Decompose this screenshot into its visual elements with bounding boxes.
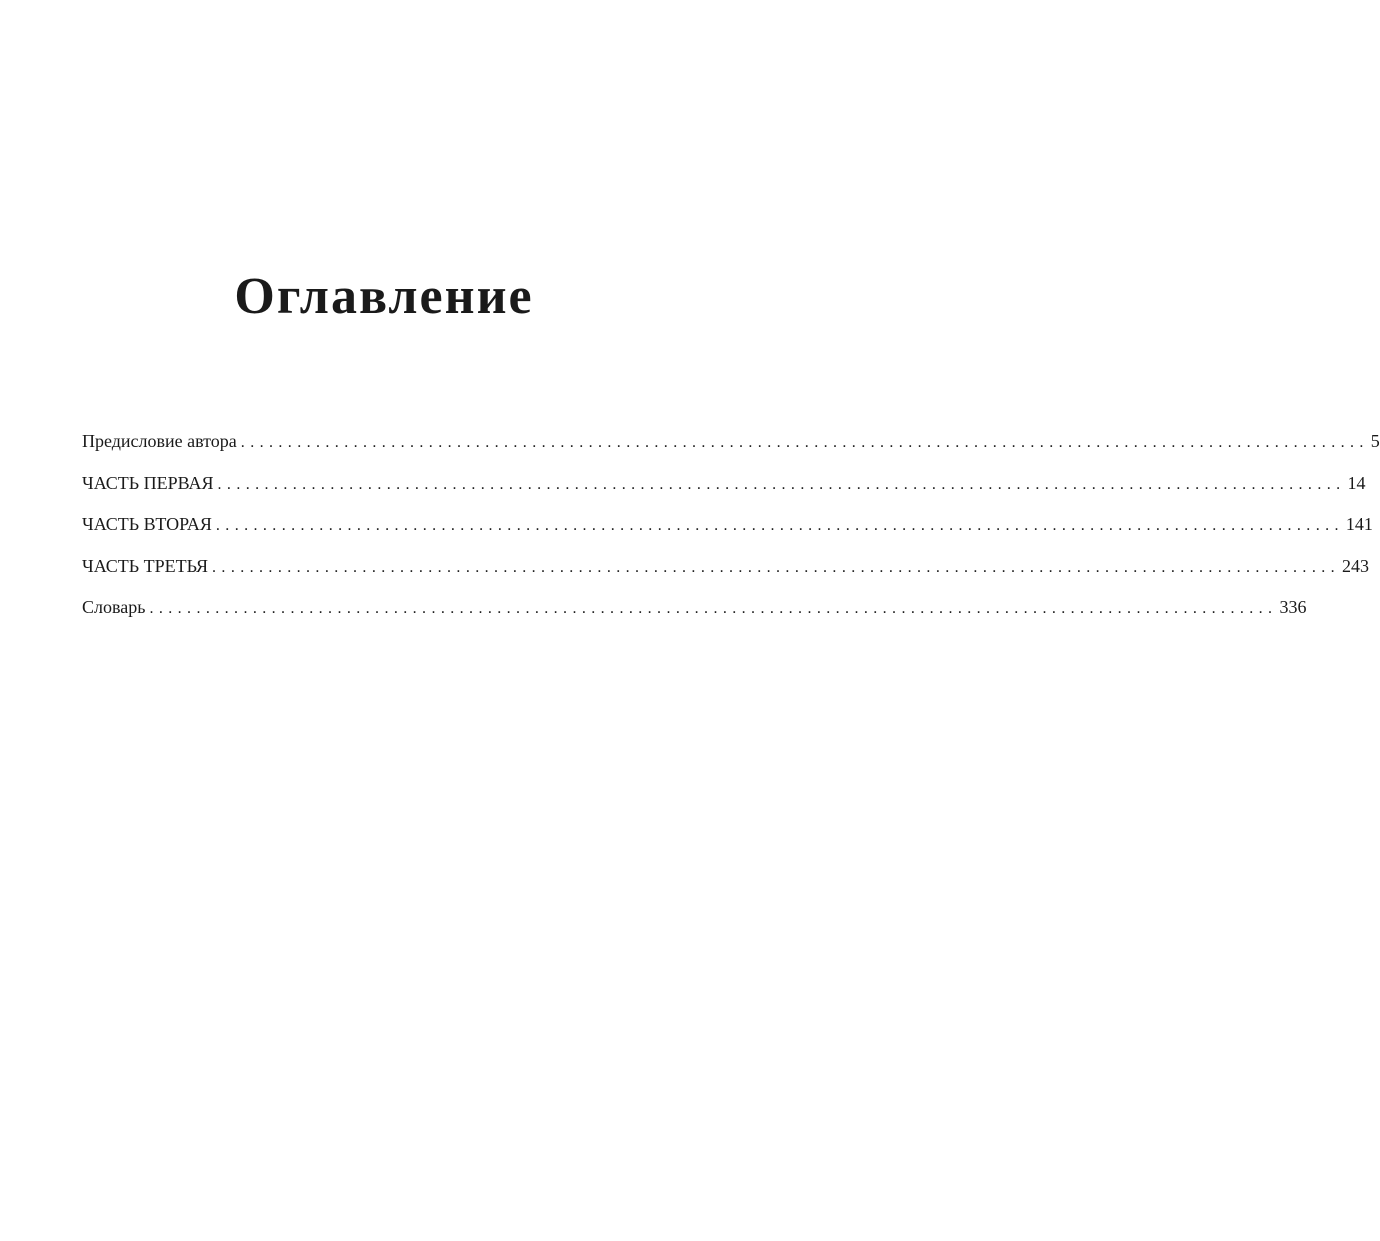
page-title: Оглавление (234, 268, 534, 325)
dot-leader: ........................................................................................................................ (212, 558, 1341, 576)
toc-entry (82, 470, 1366, 512)
toc-entry-page: 336 (1279, 597, 1307, 617)
toc-entry-label: Предисловие автора (82, 431, 237, 451)
toc-entry (82, 553, 1370, 595)
dot-leader: ........................................................................................................................ (215, 517, 1344, 534)
toc-entry-label: Словарь (82, 597, 146, 617)
toc-entry-page: 141 (1345, 514, 1373, 534)
toc-entry-page: 5 (1370, 431, 1380, 451)
toc-entry-label: ЧАСТЬ ВТОРАЯ (82, 514, 212, 534)
toc-entry-page: 14 (1347, 472, 1366, 493)
toc-entry (82, 428, 1380, 470)
table-of-contents (82, 428, 1380, 636)
dot-leader: ........................................................................................................................ (217, 475, 1346, 493)
toc-entry (82, 594, 1307, 636)
dot-leader: ........................................................................................................................ (240, 434, 1369, 451)
dot-leader: ........................................................................................................................ (149, 600, 1278, 617)
toc-entry-page: 243 (1342, 555, 1370, 576)
toc-entry-label: ЧАСТЬ ПЕРВАЯ (82, 472, 214, 493)
toc-entry-label: ЧАСТЬ ТРЕТЬЯ (82, 555, 209, 576)
toc-entry (82, 511, 1373, 553)
